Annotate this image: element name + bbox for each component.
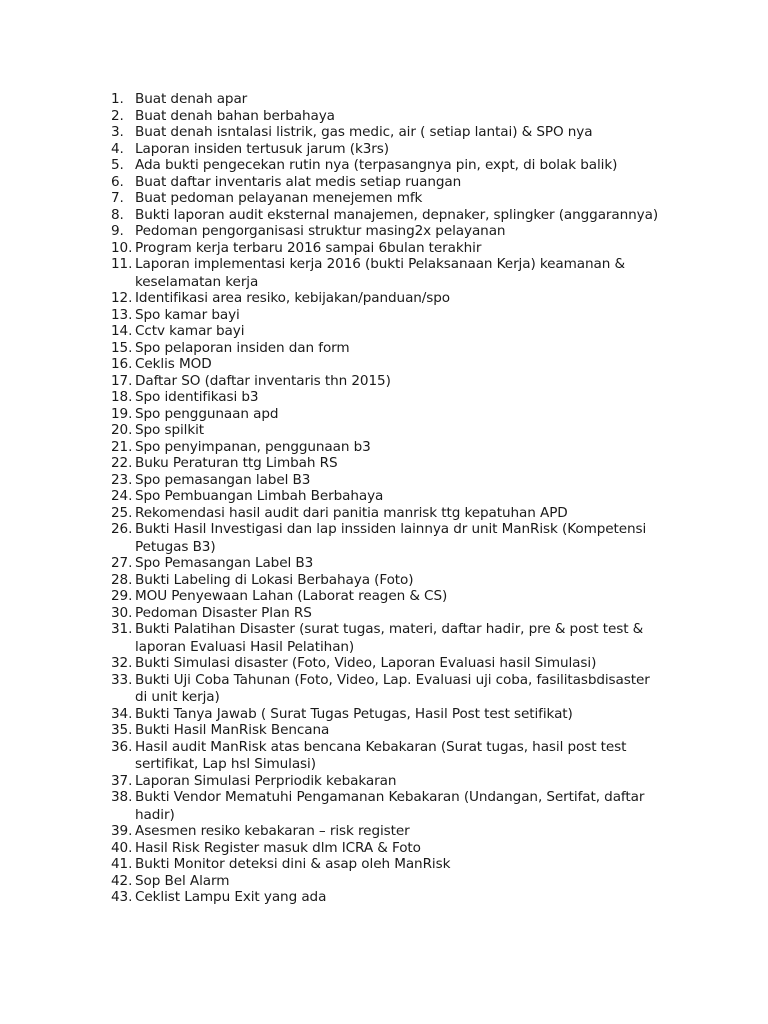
- list-item: [111, 91, 671, 108]
- list-item-continuation-line: Petugas B3): [135, 538, 216, 555]
- list-item-text: [135, 856, 671, 873]
- list-item-number: 37.: [111, 772, 133, 789]
- list-item: [111, 823, 671, 840]
- list-item: [111, 223, 671, 240]
- list-item-text: [135, 174, 671, 191]
- list-item-text: [135, 223, 671, 240]
- list-item-text: [135, 572, 671, 589]
- list-item: [111, 439, 671, 456]
- list-item-line: Bukti Palatihan Disaster (surat tugas, materi, daftar hadir, pre & post test &: [135, 621, 644, 637]
- list-item: [111, 373, 671, 390]
- list-item-line: Laporan implementasi kerja 2016 (bukti Pelaksanaan Kerja) keamanan &: [135, 256, 626, 272]
- list-item: [111, 588, 671, 605]
- list-item: [111, 340, 671, 357]
- list-item-text: [135, 256, 671, 290]
- list-item-number: 15.: [111, 339, 133, 356]
- list-item-text: [135, 356, 671, 373]
- list-item-line: Hasil audit ManRisk atas bencana Kebakaran (Surat tugas, hasil post test: [135, 738, 627, 755]
- list-item-continuation-line: di unit kerja): [135, 689, 220, 705]
- list-item-text: [135, 588, 671, 605]
- list-item: [111, 505, 671, 522]
- list-item-number: 7.: [111, 190, 124, 206]
- list-item-number: 1.: [111, 91, 124, 107]
- list-item-line: Bukti Simulasi disaster (Foto, Video, Laporan Evaluasi hasil Simulasi): [135, 655, 597, 671]
- list-item: [111, 307, 671, 324]
- list-item-number: 30.: [111, 604, 133, 621]
- list-item-text: [135, 672, 671, 706]
- list-item: [111, 290, 671, 307]
- list-item-line: MOU Penyewaan Lahan (Laborat reagen & CS): [135, 588, 448, 604]
- list-item-line: Spo kamar bayi: [135, 306, 240, 323]
- list-item-text: [135, 340, 671, 357]
- list-item-number: 28.: [111, 571, 133, 588]
- list-item-text: [135, 240, 671, 257]
- list-item-line: Pedoman pengorganisasi struktur masing2x pelayanan: [135, 223, 506, 239]
- list-item-text: [135, 555, 671, 572]
- list-item-line: Spo spilkit: [135, 422, 205, 438]
- list-item-text: [135, 605, 671, 622]
- list-item-line: Pedoman Disaster Plan RS: [135, 604, 312, 621]
- list-item-text: [135, 157, 671, 174]
- list-item-text: [135, 505, 671, 522]
- list-item-number: 42.: [111, 872, 133, 889]
- list-item: [111, 889, 671, 906]
- list-item-line: Buat pedoman pelayanan menejemen mfk: [135, 190, 423, 206]
- list-item-number: 33.: [111, 671, 133, 688]
- list-item-line: Rekomendasi hasil audit dari panitia manrisk ttg kepatuhan APD: [135, 504, 568, 521]
- list-item: [111, 240, 671, 257]
- list-item: [111, 873, 671, 890]
- list-item: [111, 108, 671, 125]
- list-item-text: [135, 207, 671, 224]
- list-item: [111, 157, 671, 174]
- list-item-text: [135, 91, 671, 108]
- list-item: [111, 789, 671, 823]
- list-item-line: Buat denah bahan berbahaya: [135, 107, 335, 124]
- list-item-line: Program kerja terbaru 2016 sampai 6bulan terakhir: [135, 239, 482, 256]
- list-item: [111, 323, 671, 340]
- list-item-line: Cctv kamar bayi: [135, 323, 245, 339]
- list-item-number: 19.: [111, 405, 133, 422]
- list-item-line: Spo Pembuangan Limbah Berbahaya: [135, 488, 384, 504]
- list-item-line: Ada bukti pengecekan rutin nya (terpasangnya pin, expt, di bolak balik): [135, 157, 618, 173]
- list-item: [111, 455, 671, 472]
- list-item-number: 3.: [111, 124, 124, 140]
- list-item: [111, 856, 671, 873]
- list-item-text: [135, 290, 671, 307]
- list-item-continuation-line: sertifikat, Lap hsl Simulasi): [135, 756, 316, 772]
- list-item-line: Identifikasi area resiko, kebijakan/panduan/spo: [135, 290, 451, 306]
- list-item-text: [135, 789, 671, 823]
- list-item-text: [135, 472, 671, 489]
- list-item-text: [135, 439, 671, 456]
- list-item-text: [135, 323, 671, 340]
- list-item-text: [135, 521, 671, 555]
- list-item-line: Sop Bel Alarm: [135, 872, 230, 889]
- list-item-number: 21.: [111, 438, 133, 455]
- list-item-number: 18.: [111, 389, 133, 405]
- list-item: [111, 840, 671, 857]
- list-item-line: Bukti Hasil ManRisk Bencana: [135, 722, 330, 738]
- list-item-text: [135, 455, 671, 472]
- list-item-number: 29.: [111, 588, 133, 604]
- list-item-text: [135, 773, 671, 790]
- list-item-number: 2.: [111, 107, 124, 124]
- list-item-number: 27.: [111, 555, 133, 571]
- list-item-line: Buku Peraturan ttg Limbah RS: [135, 455, 338, 471]
- list-item: [111, 555, 671, 572]
- list-item-line: Ceklist Lampu Exit yang ada: [135, 889, 327, 905]
- list-item-line: Bukti laporan audit eksternal manajemen, depnaker, splingker (anggarannya): [135, 206, 659, 223]
- list-item-number: 39.: [111, 823, 133, 839]
- list-item-line: Bukti Labeling di Lokasi Berbahaya (Foto): [135, 571, 414, 588]
- list-item-number: 4.: [111, 140, 124, 157]
- list-item: [111, 422, 671, 439]
- list-item-number: 14.: [111, 323, 133, 339]
- list-item-number: 36.: [111, 738, 133, 755]
- list-item-continuation-line: laporan Evaluasi Hasil Pelatihan): [135, 638, 355, 655]
- list-item-line: Spo identifikasi b3: [135, 389, 259, 405]
- list-item-text: [135, 722, 671, 739]
- list-item-line: Spo pemasangan label B3: [135, 471, 311, 488]
- numbered-list: [111, 91, 671, 906]
- list-item-line: Daftar SO (daftar inventaris thn 2015): [135, 372, 391, 389]
- list-item-text: [135, 706, 671, 723]
- list-item-line: Laporan Simulasi Perpriodik kebakaran: [135, 772, 397, 789]
- list-item-number: 41.: [111, 856, 133, 872]
- list-item-number: 43.: [111, 889, 133, 905]
- list-item-number: 11.: [111, 256, 133, 272]
- list-item: [111, 207, 671, 224]
- list-item-text: [135, 655, 671, 672]
- list-item: [111, 722, 671, 739]
- list-item-text: [135, 873, 671, 890]
- list-item-number: 8.: [111, 206, 124, 223]
- list-item: [111, 672, 671, 706]
- list-item: [111, 472, 671, 489]
- list-item-number: 22.: [111, 455, 133, 471]
- list-item-text: [135, 621, 671, 655]
- list-item-number: 40.: [111, 839, 133, 856]
- list-item: [111, 174, 671, 191]
- list-item: [111, 706, 671, 723]
- list-item-number: 20.: [111, 422, 133, 438]
- list-item-text: [135, 108, 671, 125]
- list-item-number: 25.: [111, 504, 133, 521]
- list-item-number: 16.: [111, 356, 133, 372]
- list-item-line: Bukti Tanya Jawab ( Surat Tugas Petugas, Hasil Post test setifikat): [135, 705, 573, 722]
- list-item-line: Spo pelaporan insiden dan form: [135, 339, 350, 356]
- list-item-text: [135, 141, 671, 158]
- list-item-number: 26.: [111, 521, 133, 537]
- list-item-text: [135, 307, 671, 324]
- list-item-number: 9.: [111, 223, 124, 239]
- list-item-line: Buat denah isntalasi listrik, gas medic, air ( setiap lantai) & SPO nya: [135, 124, 593, 140]
- list-item: [111, 124, 671, 141]
- list-item-line: Spo penggunaan apd: [135, 405, 279, 422]
- list-item-text: [135, 739, 671, 773]
- list-item-line: Bukti Monitor deteksi dini & asap oleh ManRisk: [135, 856, 451, 872]
- list-item: [111, 572, 671, 589]
- list-item-number: 6.: [111, 173, 124, 190]
- list-item: [111, 256, 671, 290]
- list-item-number: 23.: [111, 471, 133, 488]
- list-item-line: Laporan insiden tertusuk jarum (k3rs): [135, 140, 389, 157]
- list-item: [111, 406, 671, 423]
- list-item-text: [135, 373, 671, 390]
- list-item-line: Hasil Risk Register masuk dlm ICRA & Foto: [135, 839, 421, 856]
- list-item-number: 35.: [111, 722, 133, 738]
- list-item-line: Asesmen resiko kebakaran – risk register: [135, 823, 410, 839]
- list-item: [111, 141, 671, 158]
- list-item: [111, 605, 671, 622]
- list-item-text: [135, 823, 671, 840]
- list-item: [111, 655, 671, 672]
- list-item-line: Bukti Vendor Mematuhi Pengamanan Kebakaran (Undangan, Sertifat, daftar: [135, 789, 645, 805]
- list-item-number: 13.: [111, 306, 133, 323]
- list-item: [111, 190, 671, 207]
- list-item-line: Spo penyimpanan, penggunaan b3: [135, 438, 371, 455]
- list-item-text: [135, 422, 671, 439]
- list-item-number: 31.: [111, 621, 133, 637]
- list-item-continuation-line: keselamatan kerja: [135, 273, 259, 290]
- list-item-number: 24.: [111, 488, 133, 504]
- list-item: [111, 488, 671, 505]
- list-item-number: 10.: [111, 239, 133, 256]
- list-item-number: 17.: [111, 372, 133, 389]
- list-item-line: Buat daftar inventaris alat medis setiap ruangan: [135, 173, 462, 190]
- list-item: [111, 521, 671, 555]
- list-item-text: [135, 840, 671, 857]
- list-item-number: 12.: [111, 290, 133, 306]
- list-item-line: Buat denah apar: [135, 91, 248, 107]
- list-item: [111, 356, 671, 373]
- list-item-text: [135, 124, 671, 141]
- list-item-number: 5.: [111, 157, 124, 173]
- list-item-number: 38.: [111, 789, 133, 805]
- list-item-line: Spo Pemasangan Label B3: [135, 555, 314, 571]
- list-item-text: [135, 190, 671, 207]
- list-item: [111, 389, 671, 406]
- list-item-line: Ceklis MOD: [135, 356, 212, 372]
- list-item: [111, 621, 671, 655]
- list-item-text: [135, 406, 671, 423]
- list-item: [111, 739, 671, 773]
- list-item-text: [135, 389, 671, 406]
- list-item-continuation-line: hadir): [135, 806, 175, 823]
- list-item-text: [135, 889, 671, 906]
- list-item-line: Bukti Hasil Investigasi dan lap inssiden lainnya dr unit ManRisk (Kompetensi: [135, 521, 647, 537]
- list-item-line: Bukti Uji Coba Tahunan (Foto, Video, Lap. Evaluasi uji coba, fasilitasbdisaster: [135, 671, 650, 688]
- list-item: [111, 773, 671, 790]
- list-item-number: 32.: [111, 655, 133, 671]
- list-item-text: [135, 488, 671, 505]
- list-item-number: 34.: [111, 705, 133, 722]
